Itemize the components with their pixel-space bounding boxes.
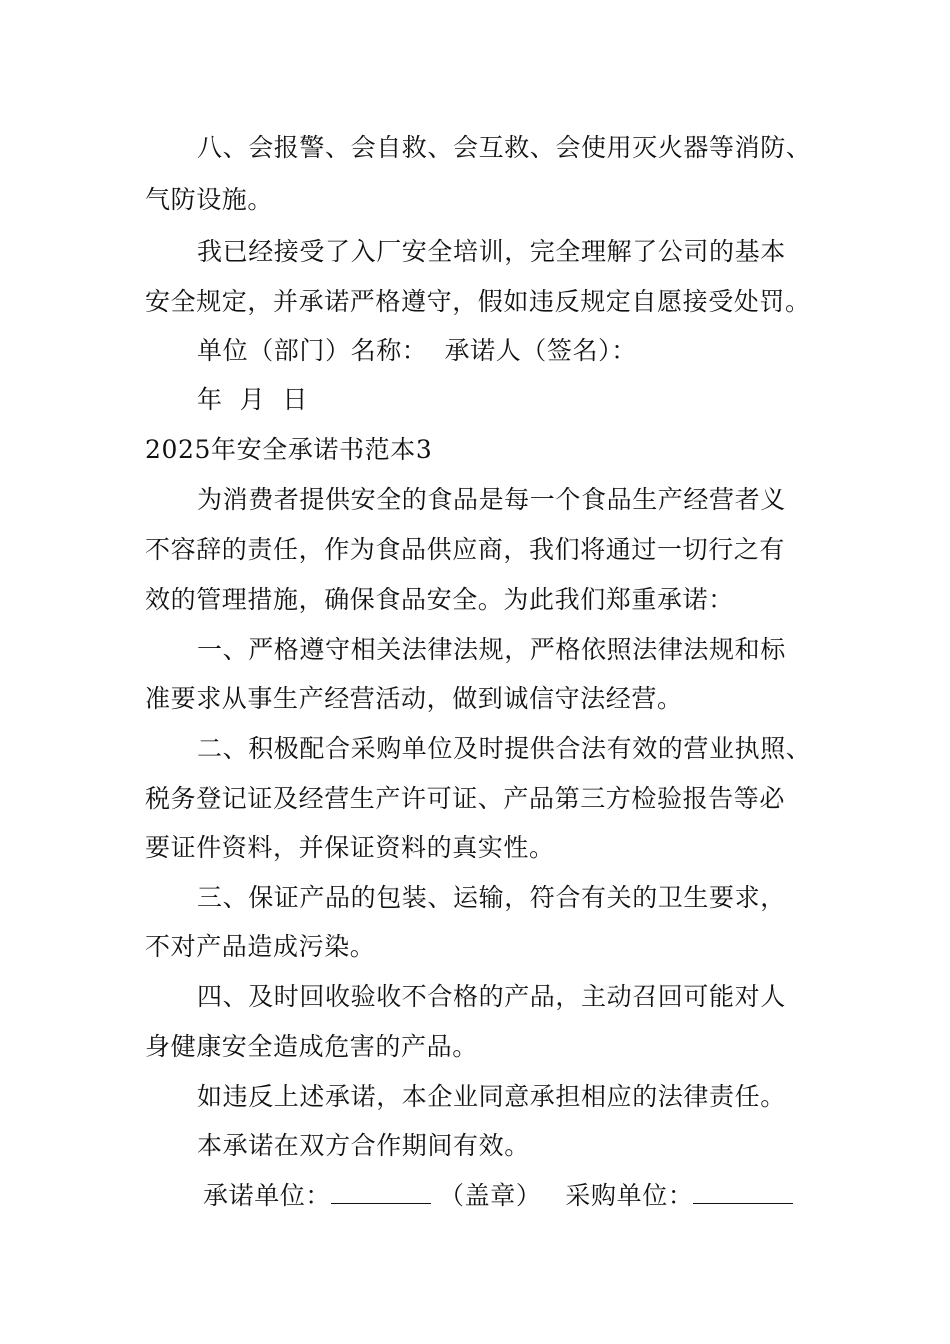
promisor-blank xyxy=(331,1181,431,1204)
paragraph-line: 四、及时回收验收不合格的产品，主动召回可能对人 xyxy=(197,982,786,1011)
seal-label: （盖章） xyxy=(439,1181,542,1210)
signature-line: 单位（部门）名称： 承诺人（签名）： xyxy=(197,336,637,365)
paragraph-line: 效的管理措施，确保食品安全。为此我们郑重承诺： xyxy=(145,585,734,614)
paragraph-line: 税务登记证及经营生产许可证、产品第三方检验报告等必 xyxy=(145,784,786,813)
paragraph-line: 一、严格遵守相关法律法规，严格依照法律法规和标 xyxy=(197,635,786,664)
paragraph-line: 三、保证产品的包装、运输，符合有关的卫生要求， xyxy=(197,883,786,912)
paragraph-line: 准要求从事生产经营活动，做到诚信守法经营。 xyxy=(145,684,683,713)
paragraph-line: 为消费者提供安全的食品是每一个食品生产经营者义 xyxy=(197,485,786,514)
promisor-label: 承诺单位： xyxy=(203,1181,332,1210)
paragraph-line: 八、会报警、会自救、会互救、会使用灭火器等消防、 xyxy=(197,133,812,162)
buyer-label: 采购单位： xyxy=(565,1181,694,1210)
paragraph-line: 身健康安全造成危害的产品。 xyxy=(145,1032,478,1061)
section-heading: 2025年安全承诺书范本3 xyxy=(145,435,433,464)
paragraph-line: 不容辞的责任，作为食品供应商，我们将通过一切行之有 xyxy=(145,535,786,564)
paragraph-line: 安全规定，并承诺严格遵守，假如违反规定自愿接受处罚。 xyxy=(145,287,811,316)
paragraph-line: 本承诺在双方合作期间有效。 xyxy=(197,1131,530,1160)
paragraph-line: 不对产品造成污染。 xyxy=(145,932,376,961)
date-line: 年 月 日 xyxy=(197,385,308,414)
buyer-blank xyxy=(693,1181,793,1204)
paragraph-line: 要证件资料，并保证资料的真实性。 xyxy=(145,833,555,862)
paragraph-line: 二、积极配合采购单位及时提供合法有效的营业执照、 xyxy=(197,734,812,763)
signature-block xyxy=(203,1179,903,1213)
paragraph-line: 如违反上述承诺，本企业同意承担相应的法律责任。 xyxy=(197,1082,786,1111)
paragraph-line: 气防设施。 xyxy=(145,185,274,214)
paragraph-line: 我已经接受了入厂安全培训，完全理解了公司的基本 xyxy=(197,237,786,266)
